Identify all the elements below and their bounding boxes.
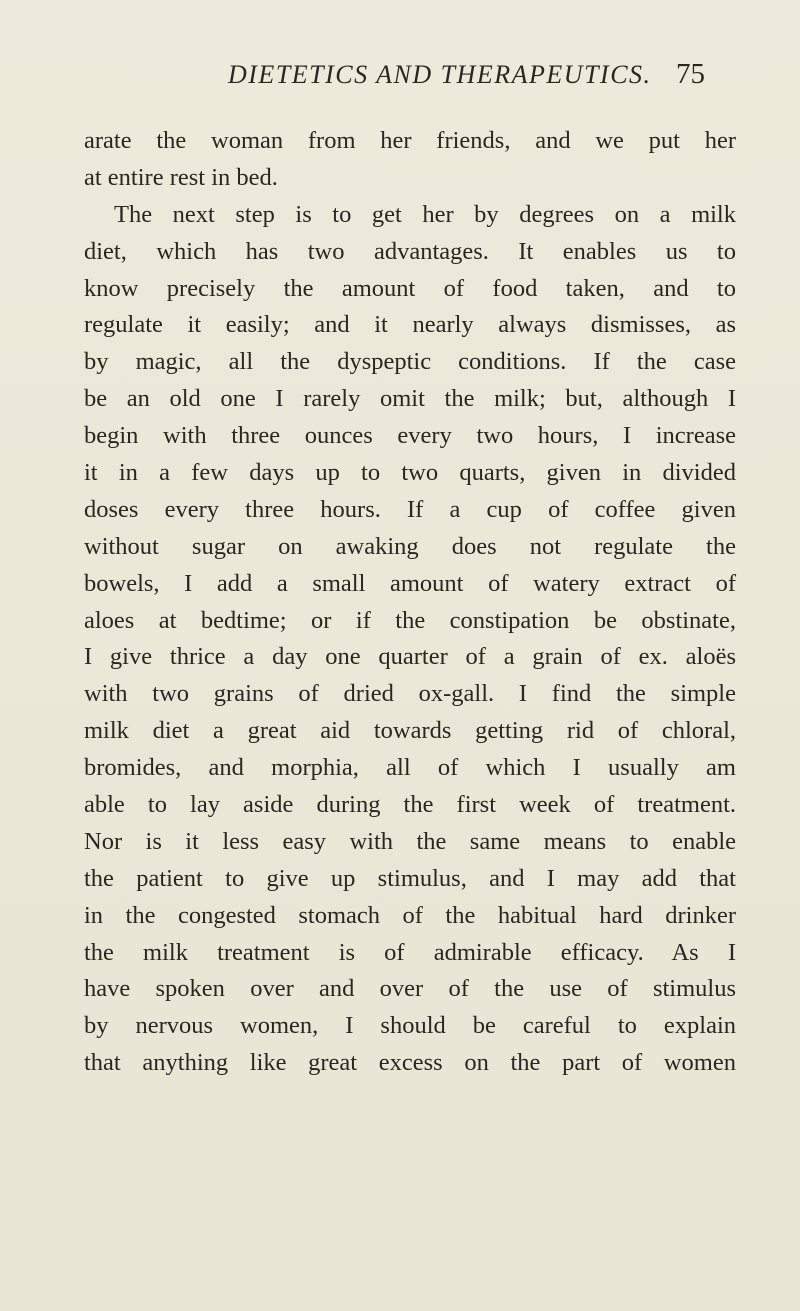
text-line: by magic, all the dyspeptic conditions. If the case: [84, 348, 736, 376]
text-line: regulate it easily; and it nearly always dismisses, as: [84, 311, 736, 339]
text-line: in the congested stomach of the habitual hard drinker: [84, 901, 736, 929]
text-line: doses every three hours. If a cup of coffee given: [84, 495, 736, 523]
text-line: the patient to give up stimulus, and I may add that: [84, 864, 736, 892]
text-line: Nor is it less easy with the same means to enable: [84, 827, 736, 855]
text-line: begin with three ounces every two hours, I increase: [84, 422, 736, 450]
text-line: I give thrice a day one quarter of a grain of ex. aloës: [84, 643, 736, 671]
body-text: [84, 123, 736, 1082]
text-line: aloes at bedtime; or if the constipation be obstinate,: [84, 606, 736, 634]
running-title: DIETETICS AND THERAPEUTICS.: [228, 60, 652, 89]
text-line: bromides, and morphia, all of which I usually am: [84, 754, 736, 782]
text-line: have spoken over and over of the use of stimulus: [84, 975, 736, 1003]
text-line: able to lay aside during the first week of treatment.: [84, 791, 736, 819]
text-line: by nervous women, I should be careful to explain: [84, 1012, 736, 1040]
text-line: the milk treatment is of admirable efficacy. As I: [84, 938, 736, 966]
paragraph: [84, 197, 736, 1082]
running-header: [0, 56, 800, 96]
text-line: at entire rest in bed.: [84, 163, 278, 191]
text-line: bowels, I add a small amount of watery extract of: [84, 569, 736, 597]
text-line: without sugar on awaking does not regulate the: [84, 532, 736, 560]
text-line: that anything like great excess on the part of women: [84, 1049, 736, 1077]
page-number: 75: [676, 58, 705, 90]
text-line: The next step is to get her by degrees on a milk: [114, 200, 736, 228]
paragraph: [84, 123, 736, 197]
text-line: milk diet a great aid towards getting rid of chloral,: [84, 717, 736, 745]
text-line: arate the woman from her friends, and we put her: [84, 127, 736, 154]
text-line: know precisely the amount of food taken, and to: [84, 274, 736, 302]
text-line: it in a few days up to two quarts, given in divided: [84, 459, 736, 487]
text-line: with two grains of dried ox-gall. I find the simple: [84, 680, 736, 708]
text-line: diet, which has two advantages. It enables us to: [84, 237, 736, 265]
text-line: be an old one I rarely omit the milk; but, although I: [84, 385, 736, 413]
